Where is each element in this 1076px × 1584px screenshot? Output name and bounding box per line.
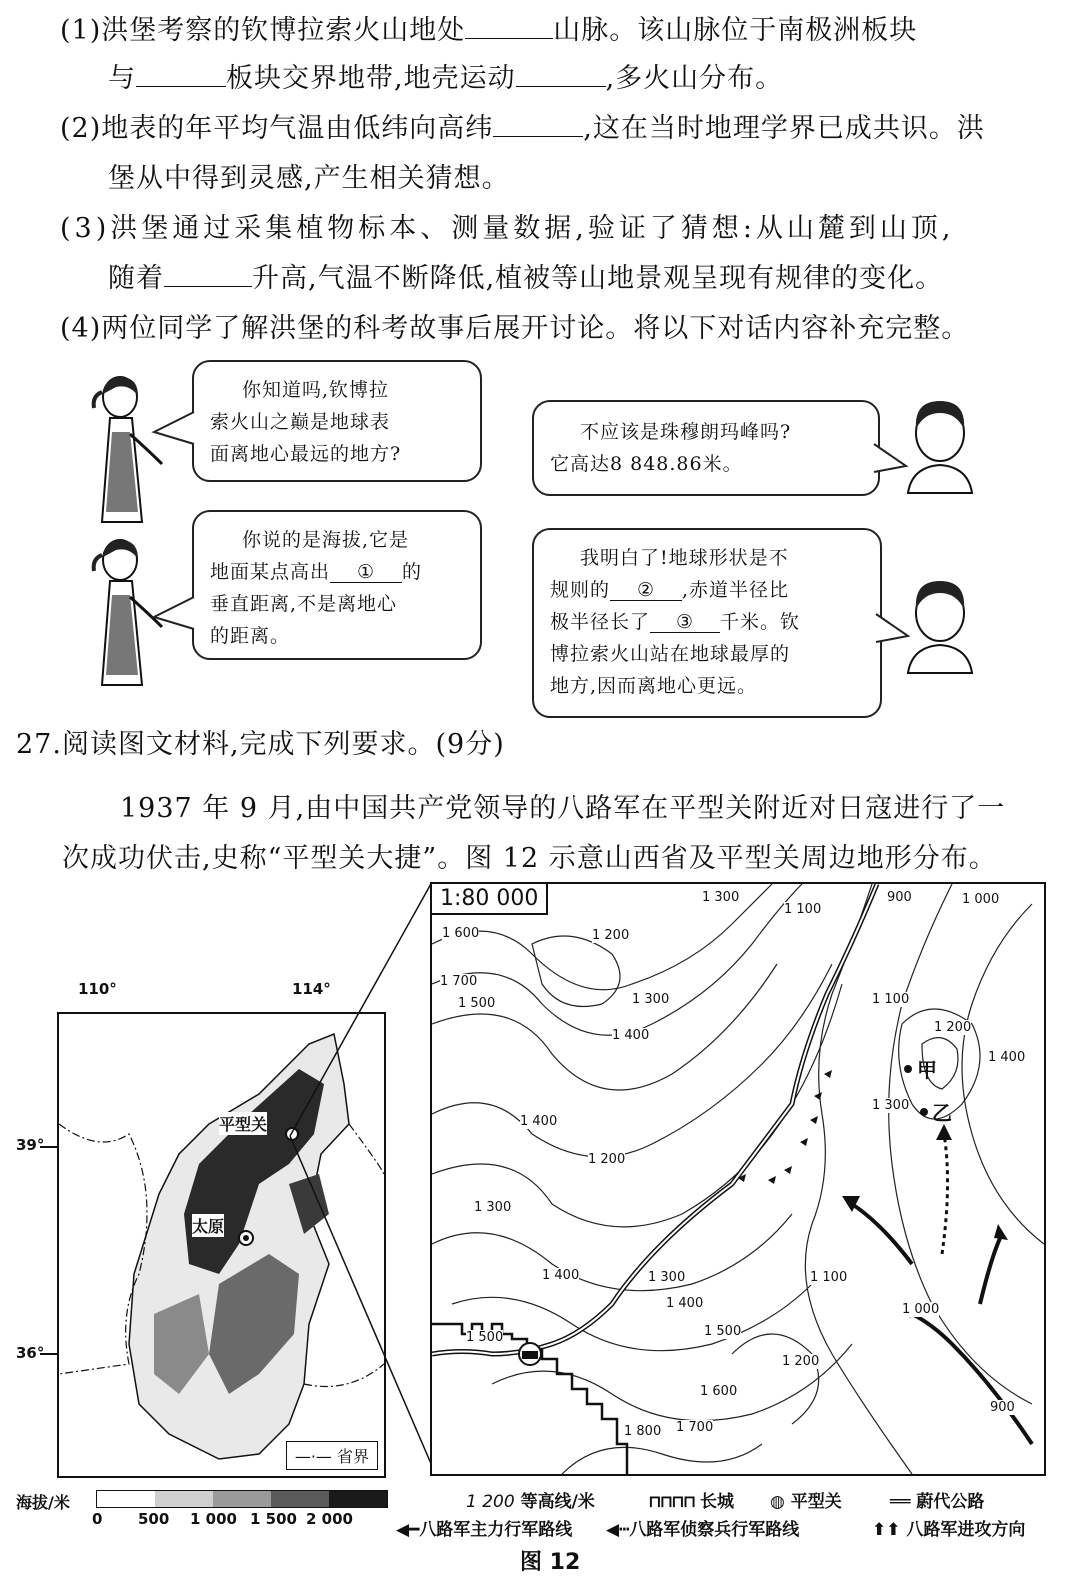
colorbar-step	[97, 1491, 155, 1507]
answer-blank[interactable]	[493, 112, 583, 137]
point-yi: 乙	[932, 1101, 952, 1125]
contour-label: 1 200	[782, 1354, 820, 1369]
speech-bubble-girl-1	[192, 360, 482, 482]
pass-gate-icon: ◍	[770, 1492, 785, 1512]
elevation-legend-label: 海拔/米	[16, 1493, 70, 1512]
boy-figure-1	[900, 395, 980, 495]
contour-label: 1 800	[624, 1424, 662, 1439]
attack-arrows-icon: ⬆⬆	[872, 1520, 901, 1540]
contour-label: 1 300	[702, 890, 740, 905]
contour-label: 1 600	[442, 926, 480, 941]
lat-label: 39°	[16, 1136, 45, 1154]
bubble-line: 不应该是珠穆朗玛峰吗?	[580, 421, 792, 443]
legend-main-route: ◀━八路军主力行军路线	[396, 1520, 573, 1540]
colorbar-step	[213, 1491, 271, 1507]
q27-title: 27.阅读图文材料,完成下列要求。(9分)	[16, 729, 505, 760]
contour-label: 1 500	[458, 996, 496, 1011]
colorbar-step	[329, 1491, 387, 1507]
bubble-line: 地面某点高出 ① 的	[210, 556, 464, 588]
label-taiyuan: 太原	[192, 1214, 224, 1237]
contour-label: 1 100	[872, 992, 910, 1007]
speech-bubble-boy-1	[532, 400, 880, 496]
bubble-line: 的距离。	[210, 625, 291, 647]
bubble-line: 我明白了!地球形状是不	[580, 547, 789, 569]
colorbar-tick: 0	[92, 1510, 103, 1528]
contour-label: 1 300	[474, 1200, 512, 1215]
bubble-tail	[150, 595, 200, 635]
bubble-line: 面离地心最远的地方?	[210, 443, 402, 465]
contour-label: 900	[887, 890, 912, 905]
great-wall-icon: ⊓⊓⊓⊓	[648, 1492, 695, 1512]
speech-bubble-boy-2	[532, 528, 882, 718]
contour-label: 1 400	[542, 1268, 580, 1283]
legend-contour: 1 200 等高线/米	[466, 1492, 595, 1512]
bubble-line: 博拉索火山站在地球最厚的	[550, 643, 791, 665]
answer-blank[interactable]	[516, 62, 606, 87]
contour-label: 1 500	[704, 1324, 742, 1339]
q27-para-line2: 次成功伏击,史称“平型关大捷”。图 12 示意山西省及平型关周边地形分布。	[62, 843, 997, 874]
q26-line2: 与 板块交界地带,地壳运动 ,多火山分布。	[108, 63, 784, 94]
lon-label: 110°	[78, 980, 117, 998]
legend-scout-route: ◀┅八路军侦察兵行军路线	[606, 1520, 800, 1540]
figure-caption: 图 12	[520, 1550, 581, 1575]
colorbar-tick: 500	[138, 1510, 170, 1528]
bubble-line: 垂直距离,不是离地心	[210, 593, 398, 615]
contour-label: 1 400	[612, 1028, 650, 1043]
colorbar-tick: 1 500	[250, 1510, 297, 1528]
road-icon: ══	[890, 1492, 911, 1512]
colorbar-tick: 2 000	[306, 1510, 353, 1528]
contour-label: 1 300	[632, 992, 670, 1007]
q26-line3: (2)地表的年平均气温由低纬向高纬 ,这在当时地理学界已成共识。洪	[60, 113, 985, 144]
legend-province-border: —·— 省界	[286, 1441, 378, 1470]
legend-great-wall: ⊓⊓⊓⊓ 长城	[648, 1492, 735, 1512]
contour-label: 1 200	[588, 1152, 626, 1167]
q26-line5: (3)洪堡通过采集植物标本、测量数据,验证了猜想:从山麓到山顶,	[60, 213, 955, 244]
bubble-line: 地方,因而离地心更远。	[550, 675, 758, 697]
contour-label: 1 700	[676, 1420, 714, 1435]
contour-lines	[432, 884, 1044, 1474]
solid-arrow-icon: ◀━	[396, 1520, 420, 1540]
bubble-line: 索火山之巅是地球表	[210, 411, 391, 433]
bubble-line: 你说的是海拔,它是	[242, 529, 410, 551]
colorbar-step	[155, 1491, 213, 1507]
q27-para-line1: 1937 年 9 月,由中国共产党领导的八路军在平型关附近对日寇进行了一	[120, 793, 1006, 824]
contour-label: 1 700	[440, 974, 478, 989]
bubble-line: 它高达8 848.86米。	[550, 453, 743, 475]
map-scale: 1:80 000	[432, 884, 548, 915]
answer-blank[interactable]	[164, 262, 252, 287]
contour-label: 1 400	[988, 1050, 1026, 1065]
contour-label: 1 200	[592, 928, 630, 943]
legend-attack-direction: ⬆⬆ 八路军进攻方向	[872, 1520, 1026, 1540]
tick-marks	[0, 995, 60, 1365]
speech-bubble-girl-2	[192, 510, 482, 660]
bubble-tail	[872, 440, 912, 480]
contour-label: 1 000	[902, 1302, 940, 1317]
answer-blank[interactable]	[136, 62, 226, 87]
contour-label: 1 500	[466, 1330, 504, 1345]
blank-1[interactable]: ①	[330, 556, 402, 583]
bubble-line: 极半径长了 ③ 千米。钦	[550, 606, 864, 638]
contour-label: 1 400	[520, 1114, 558, 1129]
contour-label: 1 300	[648, 1270, 686, 1285]
q26-line6: 随着 升高,气温不断降低,植被等山地景观呈现有规律的变化。	[108, 263, 944, 294]
dotted-arrow-icon: ◀┅	[606, 1520, 630, 1540]
lat-label: 36°	[16, 1344, 45, 1362]
bubble-line: 规则的 ② ,赤道半径比	[550, 574, 864, 606]
contour-label: 900	[990, 1400, 1015, 1415]
zoom-lines	[280, 880, 440, 1480]
contour-label: 1 300	[872, 1098, 910, 1113]
contour-label: 1 100	[784, 902, 822, 917]
pingxingguan-contour-map	[430, 882, 1046, 1476]
bubble-tail	[150, 410, 200, 450]
point-jia: 甲	[917, 1058, 937, 1082]
contour-label: 1 100	[810, 1270, 848, 1285]
q26-line1: (1)洪堡考察的钦博拉索火山地处 山脉。该山脉位于南极洲板块	[60, 15, 918, 46]
answer-blank[interactable]	[465, 14, 553, 39]
lon-label: 114°	[292, 980, 331, 998]
colorbar-step	[271, 1491, 329, 1507]
colorbar-tick: 1 000	[190, 1510, 237, 1528]
legend-pass: ◍ 平型关	[770, 1492, 842, 1512]
label-pingxingguan: 平型关	[219, 1112, 267, 1135]
contour-label: 1 600	[700, 1384, 738, 1399]
blank-2[interactable]: ②	[610, 574, 682, 601]
blank-3[interactable]: ③	[650, 606, 720, 633]
bubble-line: 你知道吗,钦博拉	[242, 379, 390, 401]
q26-line7: (4)两位同学了解洪堡的科考故事后展开讨论。将以下对话内容补充完整。	[60, 313, 970, 344]
legend-road: ══ 蔚代公路	[890, 1492, 985, 1512]
contour-label: 1 000	[962, 892, 1000, 907]
contour-label: 1 400	[666, 1296, 704, 1311]
q26-line4: 堡从中得到灵感,产生相关猜想。	[108, 163, 510, 194]
bubble-tail	[874, 610, 914, 650]
girl-figure-1	[80, 372, 170, 532]
contour-label: 1 200	[934, 1020, 972, 1035]
elevation-colorbar	[96, 1490, 388, 1508]
